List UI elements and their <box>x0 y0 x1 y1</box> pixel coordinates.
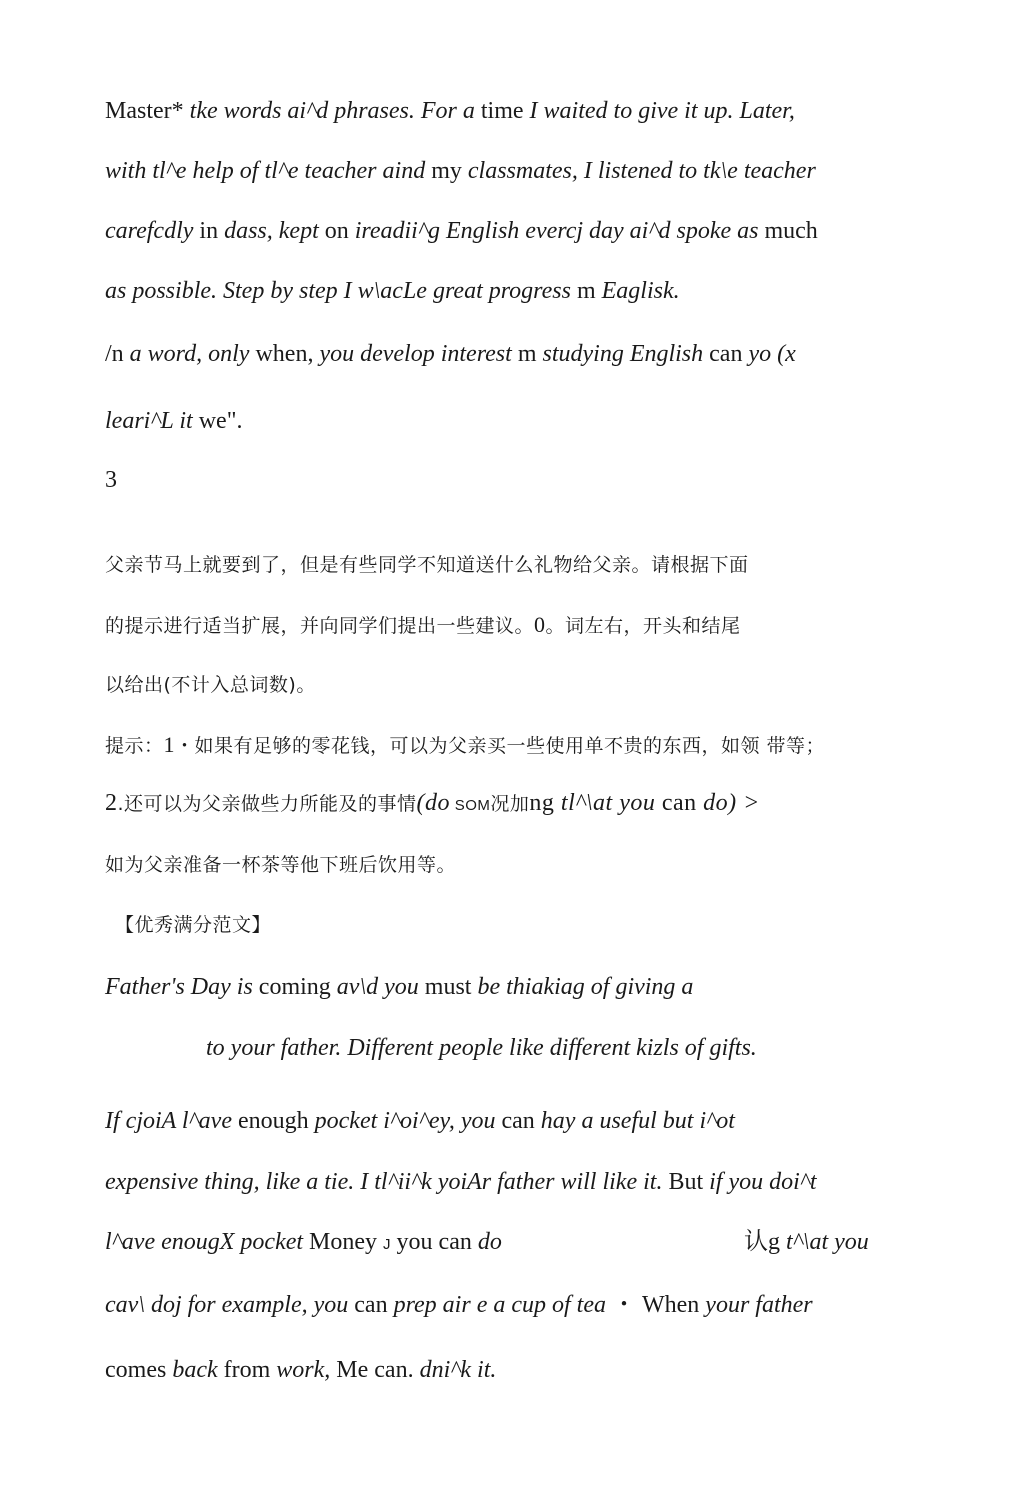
text-run: 认g <box>744 1229 780 1255</box>
hint-line-2 <box>105 788 760 821</box>
text-run: 。词左右，开头和结尾 <box>545 615 741 637</box>
text-run: 0 <box>534 612 546 637</box>
text-run: much <box>758 218 818 244</box>
text-run: with tl^e help of tl^e teacher aind <box>105 158 426 184</box>
text-run: studying <box>536 341 624 367</box>
text-run: SOM <box>450 797 491 814</box>
text-run: must <box>418 974 472 1000</box>
text-run: yo (x <box>742 341 796 367</box>
task-line-1: 父亲节马上就要到了，但是有些同学不知道送什么礼物给父亲。请根据下面 <box>105 554 749 576</box>
text-run: carefcdly <box>105 218 194 244</box>
text-run: when, <box>249 341 314 367</box>
text-run: be thiakiag of giving a <box>471 974 694 1000</box>
text-run: 2 <box>105 790 118 816</box>
sample-heading: 【优秀满分范文】 <box>115 914 272 936</box>
text-run: expensive thing, like a tie. I tl^ii^k yoiAr father will like it. <box>105 1169 663 1195</box>
text-run: Eaglisk. <box>595 278 680 304</box>
text-run: ・ <box>605 1292 642 1318</box>
hint-line-3: 如为父亲准备一杯茶等他下班后饮用等。 <box>105 854 457 876</box>
hint-line-1 <box>105 730 825 761</box>
task-line-2 <box>105 610 741 641</box>
text-run: m <box>511 341 537 367</box>
text-run: ireadii^g English evercj day ai^d spoke as <box>348 218 759 244</box>
text-run: /n <box>105 341 124 367</box>
text-run: do <box>471 1229 502 1255</box>
text-run: English <box>623 341 704 367</box>
para1-line-1 <box>105 96 795 126</box>
text-run: in <box>193 218 219 244</box>
text-run: Father's Day is <box>105 974 253 1000</box>
text-run: (do <box>416 790 451 816</box>
text-run: Master* <box>105 98 184 124</box>
text-run: we". <box>192 408 243 434</box>
text-run: a word, only <box>123 341 250 367</box>
text-run: t^\at you <box>780 1229 869 1255</box>
text-run: my <box>425 158 462 184</box>
text-run: l^ave enougX pocket <box>105 1229 304 1255</box>
para2-line-2 <box>105 406 242 436</box>
essay-line-5-left <box>105 1227 502 1260</box>
text-run: tke words ai^d phrases. For a <box>183 98 475 124</box>
text-run: hay a useful but i^ot <box>534 1108 735 1134</box>
para1-line-2 <box>105 156 816 186</box>
text-run: 提示： <box>105 735 164 757</box>
text-run: can <box>348 1292 388 1318</box>
text-run: ・如果有足够的零花钱，可以为父亲买一些使用单不贵的东西，如领 带等； <box>175 735 826 757</box>
text-run: If cjoiA l^ave <box>105 1108 232 1134</box>
essay-line-6 <box>105 1290 813 1320</box>
text-run: can <box>655 790 697 816</box>
text-run: av\d you <box>330 974 419 1000</box>
text-run: tl^\at you <box>554 790 656 816</box>
text-run: Me can. <box>330 1357 414 1383</box>
essay-line-4 <box>105 1167 817 1197</box>
text-run: ng <box>529 790 555 816</box>
text-run: pocket i^oi^ey, you <box>308 1108 496 1134</box>
section-number: 3 <box>105 467 117 493</box>
text-run: coming <box>252 974 331 1000</box>
text-run: dass, kept <box>218 218 319 244</box>
text-run: When <box>641 1292 700 1318</box>
essay-line-5-right <box>744 1227 869 1257</box>
essay-line-7 <box>105 1355 496 1385</box>
text-run: comes <box>105 1357 167 1383</box>
essay-line-1 <box>105 972 693 1002</box>
text-run: back <box>166 1357 218 1383</box>
text-run: if you doi^t <box>703 1169 817 1195</box>
text-run: you can <box>390 1229 472 1255</box>
text-run: work, <box>270 1357 331 1383</box>
essay-line-3 <box>105 1106 735 1136</box>
text-run: enough <box>231 1108 309 1134</box>
text-run: 1 <box>163 732 176 757</box>
para2-line-1 <box>105 339 796 369</box>
text-run: as possible. Step by step I w\acLe great progress <box>105 278 571 304</box>
text-run: prep air e a cup of tea <box>387 1292 606 1318</box>
text-run: on <box>318 218 349 244</box>
text-run: do) > <box>696 790 760 816</box>
text-run: from <box>217 1357 271 1383</box>
text-run: 的提示进行适当扩展，并向同学们提出一些建议。 <box>105 615 535 637</box>
text-run: your father <box>699 1292 813 1318</box>
text-run: can <box>703 341 743 367</box>
text-run: m <box>570 278 596 304</box>
text-run: you develop interest <box>313 341 512 367</box>
text-run: dni^k it. <box>413 1357 497 1383</box>
text-run: 况加 <box>490 793 530 815</box>
text-run: J <box>383 1236 391 1253</box>
essay-line-2: to your father. Different people like different kizls of gifts. <box>206 1035 757 1061</box>
para1-line-4 <box>105 276 680 306</box>
task-line-3: 以给出(不计入总词数)。 <box>105 674 316 696</box>
text-run: cav\ doj for example, you <box>105 1292 349 1318</box>
text-run: .还可以为父亲做些力所能及的事情 <box>117 793 417 815</box>
text-run: can <box>495 1108 535 1134</box>
text-run: But <box>662 1169 704 1195</box>
text-run: I waited to give it up. Later, <box>523 98 795 124</box>
para1-line-3 <box>105 216 818 246</box>
text-run: time <box>474 98 524 124</box>
text-run: Money <box>303 1229 378 1255</box>
text-run: classmates, I listened to tk\e teacher <box>461 158 816 184</box>
text-run: leari^L it <box>105 408 193 434</box>
